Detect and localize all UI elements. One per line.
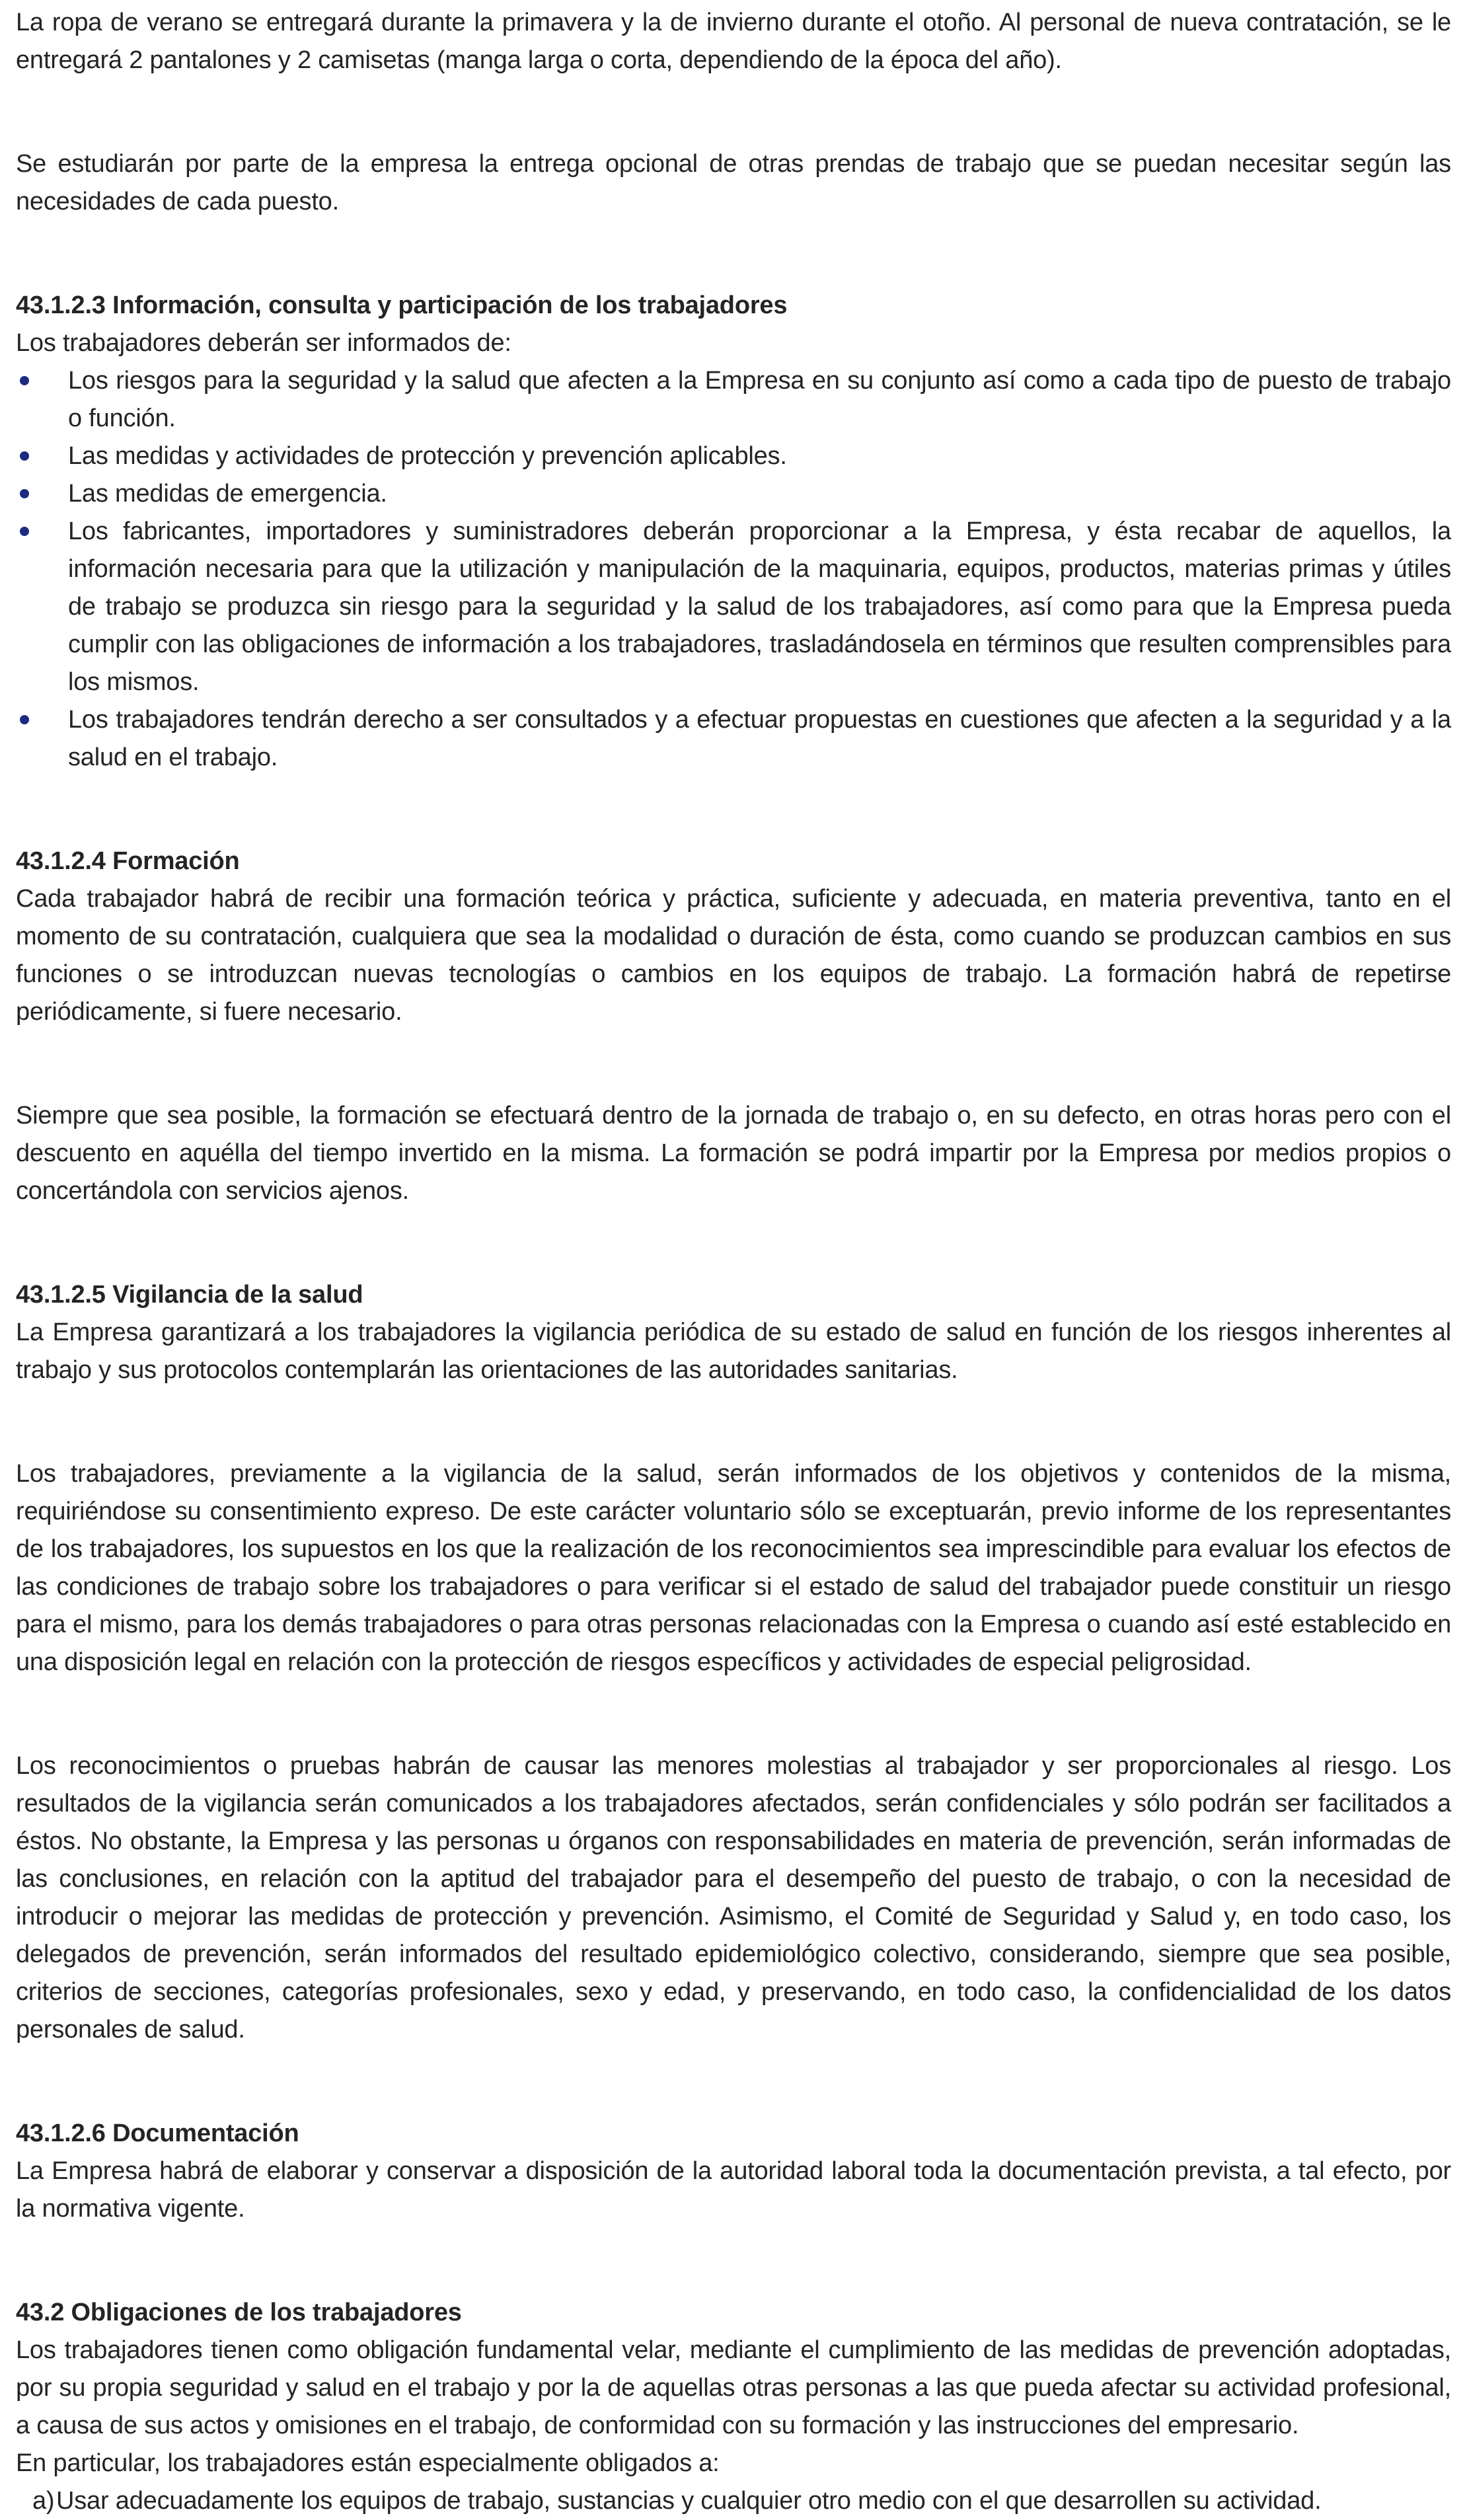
paragraph-informados-intro: Los trabajadores deberán ser informados de: — [16, 329, 511, 357]
bullet-icon — [20, 489, 29, 498]
paragraph-ropa: La ropa de verano se entregará durante la primavera y la de invierno durante el otoño. Al personal de nueva contratación, se le entregará 2 pantalones y 2 camisetas (manga larga o corta, dependiendo de la época del año). — [16, 9, 1451, 74]
bullet-list — [16, 362, 1451, 777]
list-item — [16, 438, 1451, 475]
bullet-icon — [20, 451, 29, 461]
paragraph-obligaciones-1: Los trabajadores tienen como obligación fundamental velar, mediante el cumplimiento de las medidas de prevención adoptadas, por su propia seguridad y salud en el trabajo y por la de aquellas otras personas a las que pueda afectar su actividad profesional, a causa de sus actos y omisiones en el trabajo, de conformidad con su formación y las instrucciones del empresario. — [16, 2336, 1451, 2439]
paragraph-obligaciones-2: En particular, los trabajadores están especialmente obligados a: — [16, 2449, 720, 2477]
bullet-icon — [20, 376, 29, 385]
paragraph-vigilancia-2: Los trabajadores, previamente a la vigilancia de la salud, serán informados de los objetivos y contenidos de la misma, requiriéndose su consentimiento expreso. De este carácter voluntario sólo se exceptuarán, previo informe de los representantes de los trabajadores, los supuestos en los que la realización de los reconocimientos sea imprescindible para evaluar los efectos de las condiciones de trabajo sobre los trabajadores o para verificar si el estado de salud del trabajador puede constituir un riesgo para el mismo, para los demás trabajadores o para otras personas relacionadas con la Empresa o cuando así esté establecido en una disposición legal en relación con la protección de riesgos específicos y actividades de especial peligrosidad. — [16, 1460, 1451, 1676]
section-heading-informacion: 43.1.2.3 Información, consulta y participación de los trabajadores — [16, 291, 788, 319]
bullet-icon — [20, 527, 29, 536]
list-item — [16, 513, 1451, 701]
list-item-text: Los trabajadores tendrán derecho a ser consultados y a efectuar propuestas en cuestiones que afecten a la seguridad y a la salud en el trabajo. — [68, 706, 1451, 771]
list-item-text: Las medidas y actividades de protección y prevención aplicables. — [68, 442, 787, 470]
paragraph-vigilancia-3: Los reconocimientos o pruebas habrán de causar las menores molestias al trabajador y ser proporcionales al riesgo. Los resultados de la vigilancia serán comunicados a los trabajadores afectados, serán confidenciales y sólo podrán ser facilitados a éstos. No obstante, la Empresa y las personas u órganos con responsabilidades en materia de prevención, serán informadas de las conclusiones, en relación con la aptitud del trabajador para el desempeño del puesto de trabajo, o con la necesidad de introducir o mejorar las medidas de protección y prevención. Asimismo, el Comité de Seguridad y Salud y, en todo caso, los delegados de prevención, serán informados del resultado epidemiológico colectivo, considerando, siempre que sea posible, criterios de secciones, categorías profesionales, sexo y edad, y preservando, en todo caso, la confidencialidad de los datos personales de salud. — [16, 1752, 1451, 2043]
list-item-text: Los fabricantes, importadores y suministradores deberán proporcionar a la Empresa, y ésta recabar de aquellos, la información necesaria para que la utilización y manipulación de la maquinaria, equipos, productos, materias primas y útiles de trabajo se produzca sin riesgo para la seguridad y la salud de los trabajadores, así como para que la Empresa pueda cumplir con las obligaciones de información a los trabajadores, trasladándosela en términos que resulten comprensibles para los mismos. — [68, 517, 1451, 696]
paragraph-formacion-2: Siempre que sea posible, la formación se efectuará dentro de la jornada de trabajo o, en su defecto, en otras horas pero con el descuento en aquélla del tiempo invertido en la misma. La formación se podrá impartir por la Empresa por medios propios o concertándola con servicios ajenos. — [16, 1102, 1451, 1205]
list-item-text: Los riesgos para la seguridad y la salud que afecten a la Empresa en su conjunto así como a cada tipo de puesto de trabajo o función. — [68, 367, 1451, 432]
list-item — [16, 362, 1451, 438]
lettered-item-marker: a) — [32, 2487, 55, 2515]
list-item-text: Las medidas de emergencia. — [68, 480, 387, 508]
paragraph-formacion-1: Cada trabajador habrá de recibir una formación teórica y práctica, suficiente y adecuada, en materia preventiva, tanto en el momento de su contratación, cualquiera que sea la modalidad o duración de ésta, como cuando se produzcan cambios en sus funciones o se introduzcan nuevas tecnologías o cambios en los equipos de trabajo. La formación habrá de repetirse periódicamente, si fuere necesario. — [16, 885, 1451, 1026]
section-heading-vigilancia: 43.1.2.5 Vigilancia de la salud — [16, 1281, 363, 1309]
section-heading-formacion: 43.1.2.4 Formación — [16, 847, 240, 875]
list-item — [16, 475, 1451, 513]
paragraph-documentacion: La Empresa habrá de elaborar y conservar a disposición de la autoridad laboral toda la documentación prevista, a tal efecto, por la normativa vigente. — [16, 2157, 1451, 2223]
paragraph-vigilancia-1: La Empresa garantizará a los trabajadores la vigilancia periódica de su estado de salud en función de los riesgos inherentes al trabajo y sus protocolos contemplarán las orientaciones de las autoridades sanitarias. — [16, 1318, 1451, 1384]
lettered-item-a — [16, 2482, 1451, 2520]
bullet-icon — [20, 715, 29, 724]
section-heading-documentacion: 43.1.2.6 Documentación — [16, 2119, 299, 2147]
section-heading-obligaciones: 43.2 Obligaciones de los trabajadores — [16, 2299, 462, 2326]
lettered-item-text: Usar adecuadamente los equipos de trabajo, sustancias y cualquier otro medio con el que desarrollen su actividad. — [56, 2487, 1322, 2515]
paragraph-estudiaran: Se estudiarán por parte de la empresa la entrega opcional de otras prendas de trabajo que se puedan necesitar según las necesidades de cada puesto. — [16, 150, 1451, 215]
list-item — [16, 701, 1451, 777]
